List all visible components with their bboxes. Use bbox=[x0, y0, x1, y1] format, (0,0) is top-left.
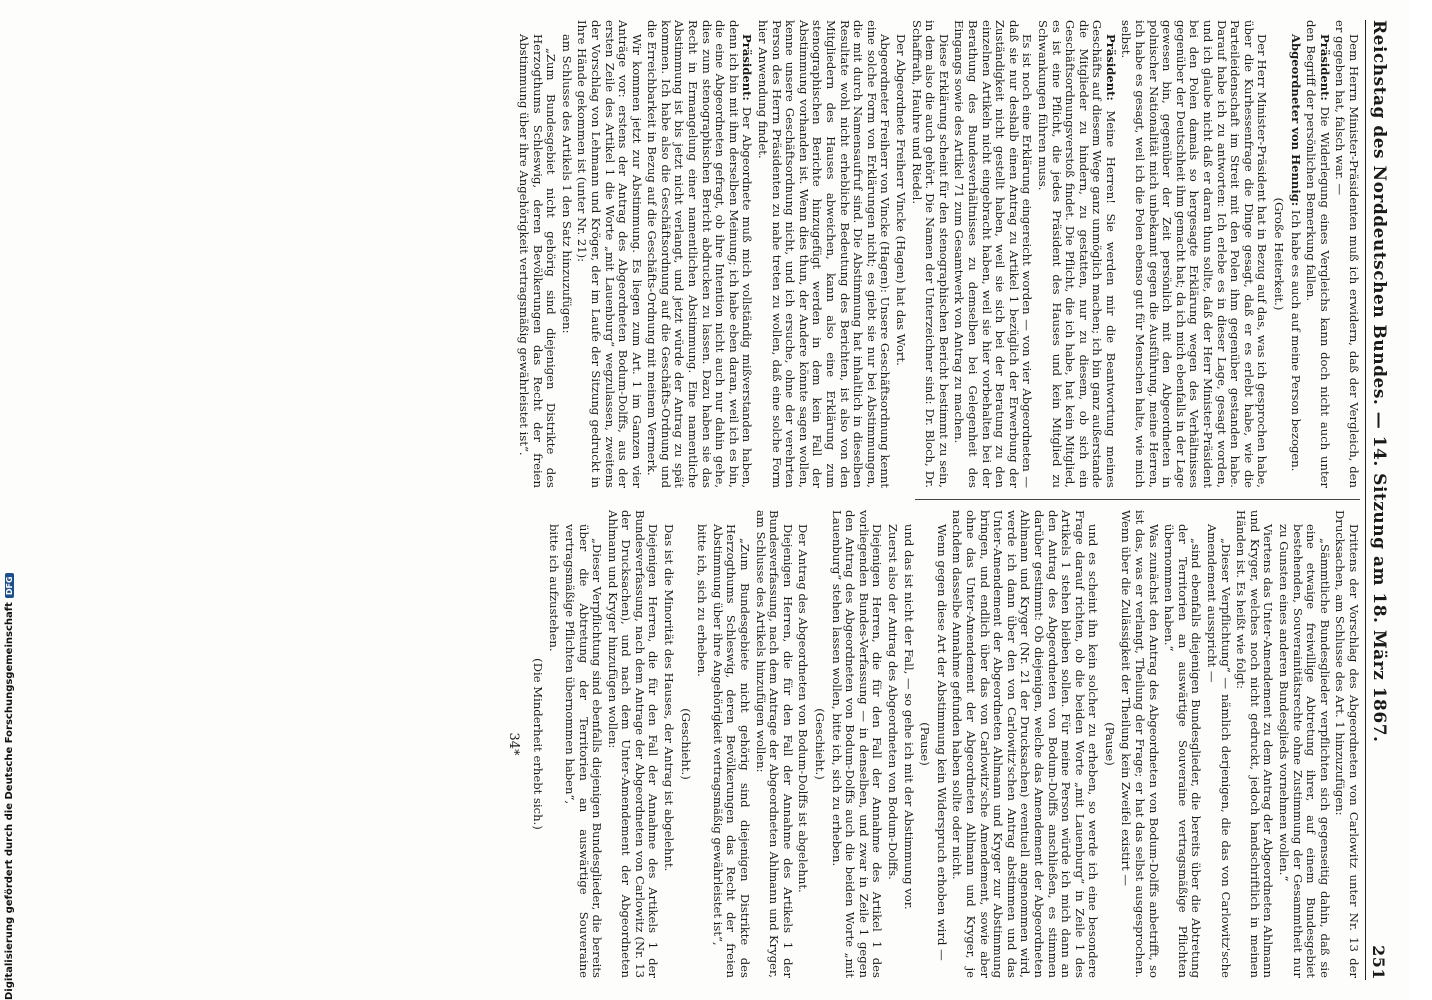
paragraph-text: Diejenigen Herren, die für den Fall der Annahme des Artikel 1 des vorliegenden Bundes-Verfassung — in denselben, und zwar in Zeile 1 gegen den Antrag des Abgeordneten von Bodum-Dolffs auch die beiden Worte „mit Lauenburg“ stehen lassen wollen, bitte ich, sich zu erheben. bbox=[829, 510, 885, 978]
paragraph bbox=[755, 20, 891, 488]
page-inner bbox=[0, 20, 1410, 980]
paragraph-text: Der Abgeordnete Freiherr Vincke (Hagen) hat das Wort. bbox=[894, 34, 908, 366]
paragraph bbox=[909, 20, 950, 488]
paragraph-text: (Geschieht.) bbox=[678, 708, 693, 780]
paragraph-text: Das ist die Minorität des Hauses, der Antrag ist abgelehnt. bbox=[662, 524, 677, 872]
paragraph-text: Diejenigen Herren, die für den Fall der Annahme des Artikels 1 der Bundesverfassung, nach dem Antrage der Abgeordneten Ahlmann und Kryger, am Schlusse des Artikels hinzufügen wollen: bbox=[753, 510, 795, 978]
text-columns bbox=[10, 20, 1360, 980]
paragraph-text: und es scheint ihn kein solcher zu erheben, so werde ich eine besondere Frage darauf richten, ob die beiden Worte „mit Lauenburg“ in Zeile 1 des Artikels 1 stehen bleiben sollen. Für meine Person würde ich mich dann an den Antrag des Abgeordneten von Bodum-Dolffs anschließen, es stimmen darüber gestimmt: Ob diejenigen, welche das Amendement der Abgeordneten Ahlmann und Kryger (Nr. 21 der Drucksachen) eventuell angenommen wird, werde ich dann über den von Carlowitz'schen Antrag abstimmen und das Unter-Amendement der Abgeordneten Ahlmann und Kryger zur Abstimmung bringen, und endlich über das von Carlowitz'sche Amendement, sowie aber ohne das Unter-Amendement der Abgeordneten Ahlmann und Kryger, je nachdem dasselbe Annahme gefunden haben sollte oder nicht. bbox=[950, 510, 1101, 978]
stage-direction bbox=[1102, 510, 1116, 978]
paragraph bbox=[662, 510, 676, 978]
paragraph bbox=[1119, 20, 1269, 488]
running-header bbox=[1365, 20, 1392, 980]
paragraph-text: (Pause) bbox=[1102, 722, 1117, 766]
speaker-name: Präsident: bbox=[1317, 34, 1332, 101]
paragraph-text: Der Antrag des Abgeordneten von Bodum-Dolffs ist abgelehnt. bbox=[796, 524, 811, 893]
paragraph-text: „sind ebenfalls diejenigen Bundesglieder, die bereits über die Abtretung der Territorien an auswärtige Souveraine vertragsmäßige Pflichten übernommen haben.“ bbox=[1162, 524, 1204, 978]
dfg-logo: DFG bbox=[5, 573, 14, 598]
paragraph bbox=[885, 510, 899, 978]
paragraph bbox=[952, 20, 1034, 488]
paragraph bbox=[950, 510, 1100, 978]
paragraph-text: „Dieser Verpflichtung sind ebenfalls diejenigen Bundesglieder, die bereits über die Abtretung der Territorien an auswärtige Souveraine vertragsmäßige Pflichten übernommen haben“, bbox=[562, 524, 605, 978]
paragraph bbox=[559, 20, 573, 488]
paragraph bbox=[1035, 20, 1117, 488]
paragraph-text: Diejenigen Herren, die für den Fall der Annahme des Artikels 1 der Bundesverfassung, nach dem Antrage der Abgeordneten von Carlowitz (Nr. 13 der Drucksachen), und nach dem Unter-Amendement der Abgeordneten Ahlmann und Kryger hinzufügen wollen: bbox=[605, 510, 661, 978]
right-column bbox=[10, 510, 1360, 978]
quoted-motion bbox=[1162, 510, 1203, 978]
quoted-motion bbox=[516, 20, 557, 488]
paragraph-text: Ich habe es auch auf meine Person bezogen. bbox=[1288, 209, 1303, 472]
paragraph bbox=[934, 510, 948, 978]
paragraph-text: „Sämmtliche Bundesglieder verpflichten sich gegenseitig dahin, daß sie eine etwaige freiwillige Abtretung ihrer, auf einem Bundesgebiet bestehenden, Souverainitätsrechte ohne Zustimmung der Gesammtheit nur zu Gunsten eines anderen Bundesglieds vornehmen wollen.“ bbox=[1277, 524, 1332, 978]
paragraph bbox=[547, 510, 561, 978]
paragraph bbox=[605, 510, 659, 978]
quoted-motion bbox=[562, 510, 603, 978]
paragraph bbox=[1304, 20, 1331, 488]
quoted-motion bbox=[710, 510, 751, 978]
paragraph bbox=[575, 20, 643, 488]
paragraph bbox=[1234, 510, 1275, 978]
speaker-name: Präsident: bbox=[740, 34, 755, 101]
stage-direction bbox=[918, 510, 932, 978]
paragraph-text: Der Herr Minister-Präsident hat in Bezug auf das, was ich gesprochen habe, über die Kurhessenfrage die Dinge gesagt, daß er es erlebt habe, wie die Parteileidenschaft im Streit mit den Polen ihm gegenüber gestanden habe. Darauf habe ich zu antworten: Ich erlebe es in dieser Lage, gesagt worden, und ich glaube nicht daß er daran thun sollte, daß der Herr Minister-Präsident bei den Polen damals so hergesagte Erklärung wegen des Verhältnisses gegenüber der Deutschheit ihm gemacht hat; da ich mich ebenfalls in der Lage gewesen bin, gegenüber der Zeit persönlich mit den Abgeordneten in polnischer Nationalität mich unbekannt gegen die Ausführung, meine Herren, ich habe es gesagt, weil ich die Polen ebenso gut für Menschen halte, wie mich selbst. bbox=[1119, 20, 1270, 488]
paragraph-text: Meine Herren! Sie werden mir die Beantwortung meines Geschäfts auf diesem Wege ganz unmöglich machen; ich bin ganz außerstande die Mitglieder zu hindern, zu gestatten, nur zu diesem, ob sich ein Geschäftsordnungsverstoß findet. Die Pflicht, die ich habe, hat kein Mitglied, es ist eine Pflicht, die jedes Präsident des Hauses und kein Mitglied zu Schwankungen führen muss. bbox=[1035, 20, 1118, 489]
paragraph-text: bitte ich, sich zu erheben. bbox=[695, 524, 710, 677]
paragraph-text: „Dieser Verpflichtung“ — nämlich derjenigen, die das von Carlowitz'sche Amendement ausspricht — bbox=[1205, 524, 1233, 978]
page-number: 251 bbox=[1369, 945, 1389, 980]
header-title: Reichstag des Norddeutschen Bundes. — 14. Sitzung am 18. März 1867. bbox=[1369, 20, 1389, 743]
paragraph-text: (Die Minderheit erhebt sich.) bbox=[530, 658, 545, 830]
paragraph-text: Der Abgeordnete muß mich vollständig mißverstanden haben, denn ich bin mit ihm derselben Meinung; ich habe eben daran, weil ich es bin, die eine Abgeordneten gefragt, ob ihre Intention nicht auch nur dahin gehe, dies zum stenographischen Bericht abdrucken zu lassen. Dazu haben sie das Recht in Ermangelung einer namentlichen Abstimmung. Eine namentliche Abstimmung ist bis jetzt nicht verlangt, und jetzt würde der Antrag zu spät kommen. Ich habe also die Geschäftsordnung auf die Geschäfts-Ordnung und die Erreichbarkeit in Bezug auf die Geschäfts-Ordnung mit meinem Vermerk. bbox=[645, 20, 755, 488]
paragraph-text: Diese Erklärung scheint für den stenographischen Bericht bestimmt zu sein, in dem also die auch gehört. Die Namen der Unterzeichner sind: Dr. Bloch, Dr. Schaffrath, Hauhre und Riedel. bbox=[909, 20, 951, 488]
paragraph-text: Drittens der Vorschlag des Abgeordneten von Carlowitz unter Nr. 13 der Drucksachen, am Schlusse des Art. 1 hinzuzufügen: bbox=[1333, 510, 1361, 978]
paragraph bbox=[893, 20, 907, 488]
paragraph-text: und das ist nicht der Fall, — so gehe ich mit der Abstimmung vor. bbox=[901, 524, 916, 910]
quoted-motion bbox=[1276, 510, 1330, 978]
paragraph-text: Dem Herrn Minister-Präsidenten muß ich erwidern, daß der Vergleich, den er gegeben hat, falsch war. — bbox=[1333, 20, 1361, 488]
quoted-motion bbox=[1204, 510, 1231, 978]
funding-footer bbox=[2, 576, 16, 1000]
paragraph-text: (Geschieht.) bbox=[813, 708, 828, 780]
speaker-name: Präsident: bbox=[1103, 34, 1118, 101]
paragraph bbox=[645, 20, 754, 488]
paragraph-text: Zuerst also der Antrag des Abgeordneten von Bodum-Dolffs. bbox=[886, 524, 900, 880]
stage-direction bbox=[530, 510, 544, 978]
stage-direction bbox=[678, 510, 692, 978]
left-column bbox=[10, 20, 1360, 488]
paragraph-text: Wenn gegen diese Art der Abstimmung kein Widerspruch erhoben wird — bbox=[934, 524, 949, 961]
paragraph-text: Was zunächst den Antrag des Abgeordneten von Bodum-Dolffs anbetrifft, so ist das, was er verlangt, Theilung der Frage; er hat das selbst ausgesprochen. Wenn über die Zulässigkeit der Theilung kein Zweifel existirt — bbox=[1119, 510, 1161, 978]
paragraph-text: (Pause) bbox=[918, 722, 933, 766]
stage-direction bbox=[812, 510, 826, 978]
paragraph bbox=[753, 510, 794, 978]
stage-direction bbox=[1271, 20, 1285, 488]
paragraph-text: bitte ich aufzustehen. bbox=[547, 524, 562, 652]
paragraph-text: Abgeordneter Freiherr von Vincke (Hagen): Unsere Geschäftsordnung kennt eine solche Form von Erklärungen nicht; es giebt sie nur bei Abstimmungen, die mit durch Namensaufruf sind. Die Abstimmung hat inhaltlich in dieselben Resultate wohl nicht erhebliche Bedeutung des Berichten, ist also von den Mitgliedern des Hauses abweichen, kann also eine Erklärung zum stenographischen Berichte hinzugefügt werden in dem kein Fall der Abstimmung vorhanden ist. Wenn dies thun, der Andere könnte sagen wollen, kenne unsere Geschäftsordnung nicht, und ich ersuche, ohne der verehrten Person des Herrn Präsidenten zu nahe treten zu wollen, daß eine solche Form hier Anwendung findet. bbox=[756, 20, 893, 488]
footer-text: Digitalisierung gefördert durch die Deutsche Forschungsgemeinschaft bbox=[3, 602, 15, 1000]
paragraph-text: Die Widerlegung eines Vergleichs kann doch nicht auch unter den Begriff der persönlichen Bemerkung fallen. bbox=[1304, 20, 1332, 489]
paragraph bbox=[1333, 510, 1360, 978]
speaker-name: Abgeordneter von Hennig: bbox=[1288, 34, 1303, 207]
paragraph bbox=[796, 510, 810, 978]
paragraph-text: (Große Heiterkeit.) bbox=[1272, 197, 1287, 311]
paragraph bbox=[1288, 20, 1302, 488]
paragraph-text: „Zum Bundesgebiet nicht gehörig sind diejenigen Distrikte des Herzogthums Schleswig, deren Bevölkerungen das Recht der freien Abstimmung über ihre Angehörigkeit vertragsmäßig gewährleistet ist“. bbox=[516, 34, 559, 488]
paragraph bbox=[1119, 510, 1160, 978]
paragraph bbox=[1333, 20, 1360, 488]
signature-mark: 34* bbox=[506, 732, 522, 756]
paragraph-text: Wir kommen jetzt zur Abstimmung. Es liegen zum Art. 1 im Ganzen vier Anträge vor: erstens der Antrag des Abgeordneten Bodum-Dolffs, aus der ersten Zeile des Artikel 1 die Worte „mit Lauenburg“ wegzulassen, zweitens der Vorschlag von Lehmann und Kröger, der im Laufe der Sitzung gedruckt in Ihre Hände gekommen ist (unter Nr. 21): bbox=[575, 20, 644, 488]
paragraph-text: Es ist noch eine Erklärung eingereicht worden — von vier Abgeordneten — daß sie nur deshalb einen Antrag zu Artikel 1 bezüglich der Erwerbung der Zuständigkeit nicht gestellt haben, weil sie sich bei der Beratung zu den einzelnen Artikeln nicht eingebracht haben, weil sie hier vorbehalten bei der Berathung des Bundesverhältnisses zu demselben bei Gelegenheit des Eingangs sowie des Artikel 71 zum Gesamtwerk von Antrag zu machen. bbox=[952, 20, 1035, 488]
paragraph bbox=[695, 510, 709, 978]
paragraph bbox=[901, 510, 915, 978]
paragraph-text: am Schlusse des Artikels 1 den Satz hinzuzufügen: bbox=[559, 34, 574, 334]
paragraph-text: Viertens das Unter-Amendement zu dem Antrag der Abgeordneten Ahlmann und Kryger, welches noch nicht gedruckt, jedoch handschriftlich in meinen Händen ist. Es heißt wie folgt: bbox=[1234, 510, 1276, 978]
column-rule bbox=[915, 499, 1360, 500]
paragraph-text: „Zum Bundesgebiete nicht gehörig sind diejenigen Distrikte des Herzogthums Schleswig, deren Bevölkerungen das Recht der freien Abstimmung über ihre Angehörigkeit vertragsmäßig gewährleistet ist“, bbox=[710, 524, 753, 978]
paragraph bbox=[829, 510, 883, 978]
